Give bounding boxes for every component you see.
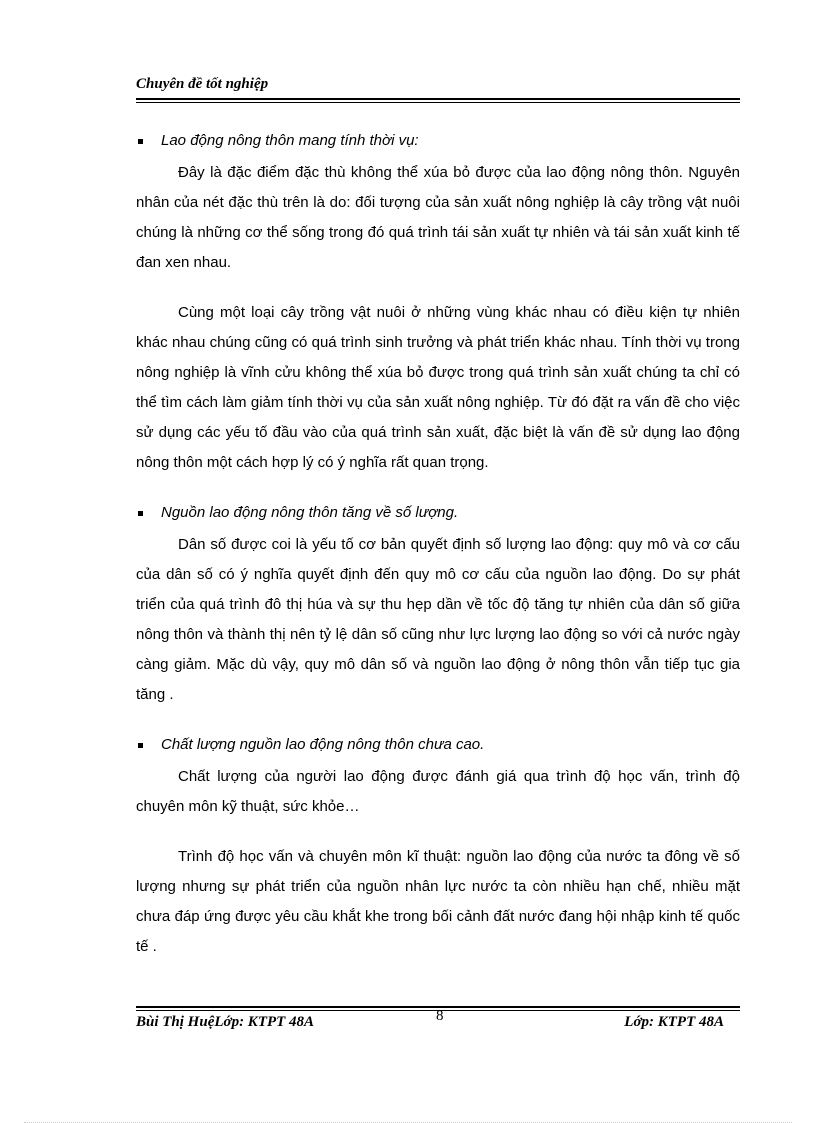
bullet-square-icon <box>138 139 143 144</box>
section-heading <box>136 730 740 760</box>
paragraph: Đây là đặc điểm đặc thù không thể xúa bỏ được của lao động nông thôn. Nguyên nhân của nét đặc thù trên là do: đối tượng của sản xuất nông nghiệp là cây trồng vật nuôi chúng là những cơ thể sống trong đó quá trình tái sản xuất tự nhiên và tái sản xuất kinh tế đan xen nhau. <box>136 164 740 271</box>
footer-author: Bùi Thị HuệLớp: KTPT 48A <box>136 1014 315 1030</box>
bullet-square-icon <box>138 511 143 516</box>
section-heading-text: Lao động nông thôn mang tính thời vụ: <box>161 132 419 149</box>
document-body <box>136 126 740 982</box>
bullet-square-icon <box>138 743 143 748</box>
paragraph: Trình độ học vấn và chuyên môn kĩ thuật: nguồn lao động của nước ta đông về số lượng nhưng sự phát triển của nguồn nhân lực nước ta còn nhiều hạn chế, nhiều mặt chưa đáp ứng được yêu cầu khắt khe trong bối cảnh đất nước đang hội nhập kinh tế quốc tế . <box>136 848 740 955</box>
footer-class: Lớp: KTPT 48A <box>624 1014 724 1030</box>
page-footer <box>136 1008 740 1034</box>
header-rule-thin <box>136 102 740 103</box>
paragraph: Chất lượng của người lao động được đánh giá qua trình độ học vấn, trình độ chuyên môn kỹ thuật, sức khỏe… <box>136 768 740 815</box>
paragraph: Cùng một loại cây trồng vật nuôi ở những vùng khác nhau có điều kiện tự nhiên khác nhau chúng cũng có quá trình sinh trưởng và phát triển khác nhau. Tính thời vụ trong nông nghiệp là vĩnh cửu không thể xúa bỏ được trong quá trình sản xuất chúng ta chỉ có thể tìm cách làm giảm tính thời vụ của sản xuất nông nghiệp. Từ đó đặt ra vấn đề cho việc sử dụng các yếu tố đầu vào của quá trình sản xuất, đặc biệt là vấn đề sử dụng lao động nông thôn một cách hợp lý có ý nghĩa rất quan trọng. <box>136 304 740 471</box>
running-header-title: Chuyên đề tốt nghiệp <box>136 76 269 92</box>
paragraph: Dân số được coi là yếu tố cơ bản quyết định số lượng lao động: quy mô và cơ cấu của dân số có ý nghĩa quyết định đến quy mô cơ cấu của nguồn lao động. Do sự phát triển của quá trình đô thị húa và sự thu hẹp dần về tốc độ tăng tự nhiên của dân số giữa nông thôn và thành thị nên tỷ lệ dân số cũng như lực lượng lao động so với cả nước ngày càng giảm. Mặc dù vậy, quy mô dân số và nguồn lao động ở nông thôn vẫn tiếp tục gia tăng . <box>136 536 740 703</box>
section-heading <box>136 498 740 528</box>
section-heading-text: Nguồn lao động nông thôn tăng về số lượng. <box>161 504 459 521</box>
section-heading-text: Chất lượng nguồn lao động nông thôn chưa cao. <box>161 736 485 753</box>
page-number: 8 <box>436 1008 444 1024</box>
header-rule-thick <box>136 98 740 100</box>
section-heading <box>136 126 740 156</box>
